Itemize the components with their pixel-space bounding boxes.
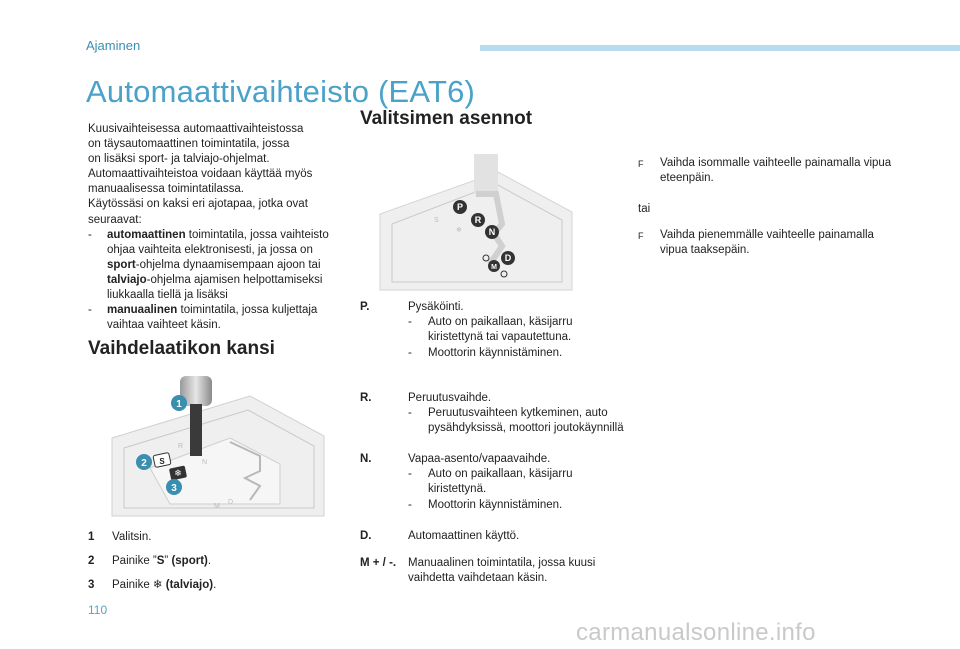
intro-line: seuraavat: [88,213,142,226]
intro-line: on lisäksi sport- ja talviajo-ohjelmat. [88,153,270,166]
page-number: 110 [88,603,108,617]
snowflake-icon: ❄ [174,468,182,478]
gate-label: D [504,253,512,263]
caption-1: 1 Valitsin. [88,531,152,543]
gate-label: N [202,459,208,466]
gate-label: S [434,217,439,224]
bullet-text: automaattinen toimintatila, jossa vaihteisto ohjaa vaihteita elektronisesti, ja jossa on sport-ohjelma dynaamisempaan ajoon tai talviajo-ohjelma ajamisen helpottamiseksi liukkaalla tiellä ja lisäksi [107,228,329,302]
position-p: P. Pysäköinti. - Auto on paikallaan, käsijarru kiristettynä tai vapautettuna. - Moottorin käynnistäminen. [360,301,573,359]
gate-label: S [159,457,165,466]
selector-positions-illustration [378,154,574,292]
header-bar [480,45,960,51]
intro-line: manuaalisessa toimintatilassa. [88,183,244,196]
gate-label: D [228,499,234,506]
caption-3: 3 Painike ❄ (talviajo). [88,579,217,591]
intro-line: Kuusivaihteisessa automaattivaihteistossa [88,123,304,135]
arrow-right-icon: F [638,230,644,241]
position-d: D. Automaattinen käyttö. [360,530,520,542]
figure-captions [88,530,328,593]
snowflake-icon: ❄ [456,227,462,234]
position-m: M + / -. Manuaalinen toimintatila, jossa kuusi vaihdetta vaihdetaan käsin. [360,557,596,585]
intro-bullet-manual [88,303,338,333]
bullet-text: manuaalinen toimintatila, jossa kuljettaja vaihtaa vaihteet käsin. [107,304,318,332]
gate-label: M [491,264,497,271]
hint-downshift: F Vaihda pienemmälle vaihteelle painamalla vipua taaksepäin. [638,228,898,258]
intro-line: on täysautomaattinen toimintatila, jossa [88,138,290,151]
watermark: carmanualsonline.info [576,619,816,646]
svg-text:2: 2 [141,458,147,469]
caption-2: 2 Painike ”S” (sport). [88,555,212,567]
bullet-dash: - [88,228,92,241]
gate-label: R [474,215,482,225]
cover-heading: Vaihdelaatikon kansi [88,338,275,359]
snowflake-icon: ❄ [152,579,163,591]
arrow-right-icon: F [638,159,644,169]
manual-hints [638,156,898,258]
hint-upshift: F Vaihda isommalle vaihteelle painamalla vipua eteenpäin. [638,156,898,186]
gate-label: R [178,443,184,450]
positions-heading: Valitsimen asennot [360,108,533,129]
svg-text:1: 1 [176,399,182,410]
svg-text:3: 3 [171,483,177,494]
intro-text [88,122,338,333]
intro-line: Käytössäsi on kaksi eri ajotapaa, jotka ovat [88,198,308,211]
hint-or: tai [638,203,651,216]
gate-label: N [488,227,496,237]
gate-label: P [456,202,464,212]
bullet-dash: - [88,304,92,317]
gearbox-cover-illustration [110,376,326,518]
section-label: Ajaminen [86,38,141,53]
page-title: Automaattivaihteisto (EAT6) [86,74,476,109]
position-r: R. Peruutusvaihde. - Peruutusvaihteen kytkeminen, auto pysähdyksissä, moottori joutokäynnillä [360,392,624,435]
intro-line: Automaattivaihteistoa voidaan käyttää myös [88,168,313,181]
position-n: N. Vapaa-asento/vapaavaihde. - Auto on paikallaan, käsijarru kiristettynä. - Moottorin käynnistäminen. [360,453,573,511]
gate-label: M [214,503,220,510]
intro-bullet-automatic [88,228,338,303]
